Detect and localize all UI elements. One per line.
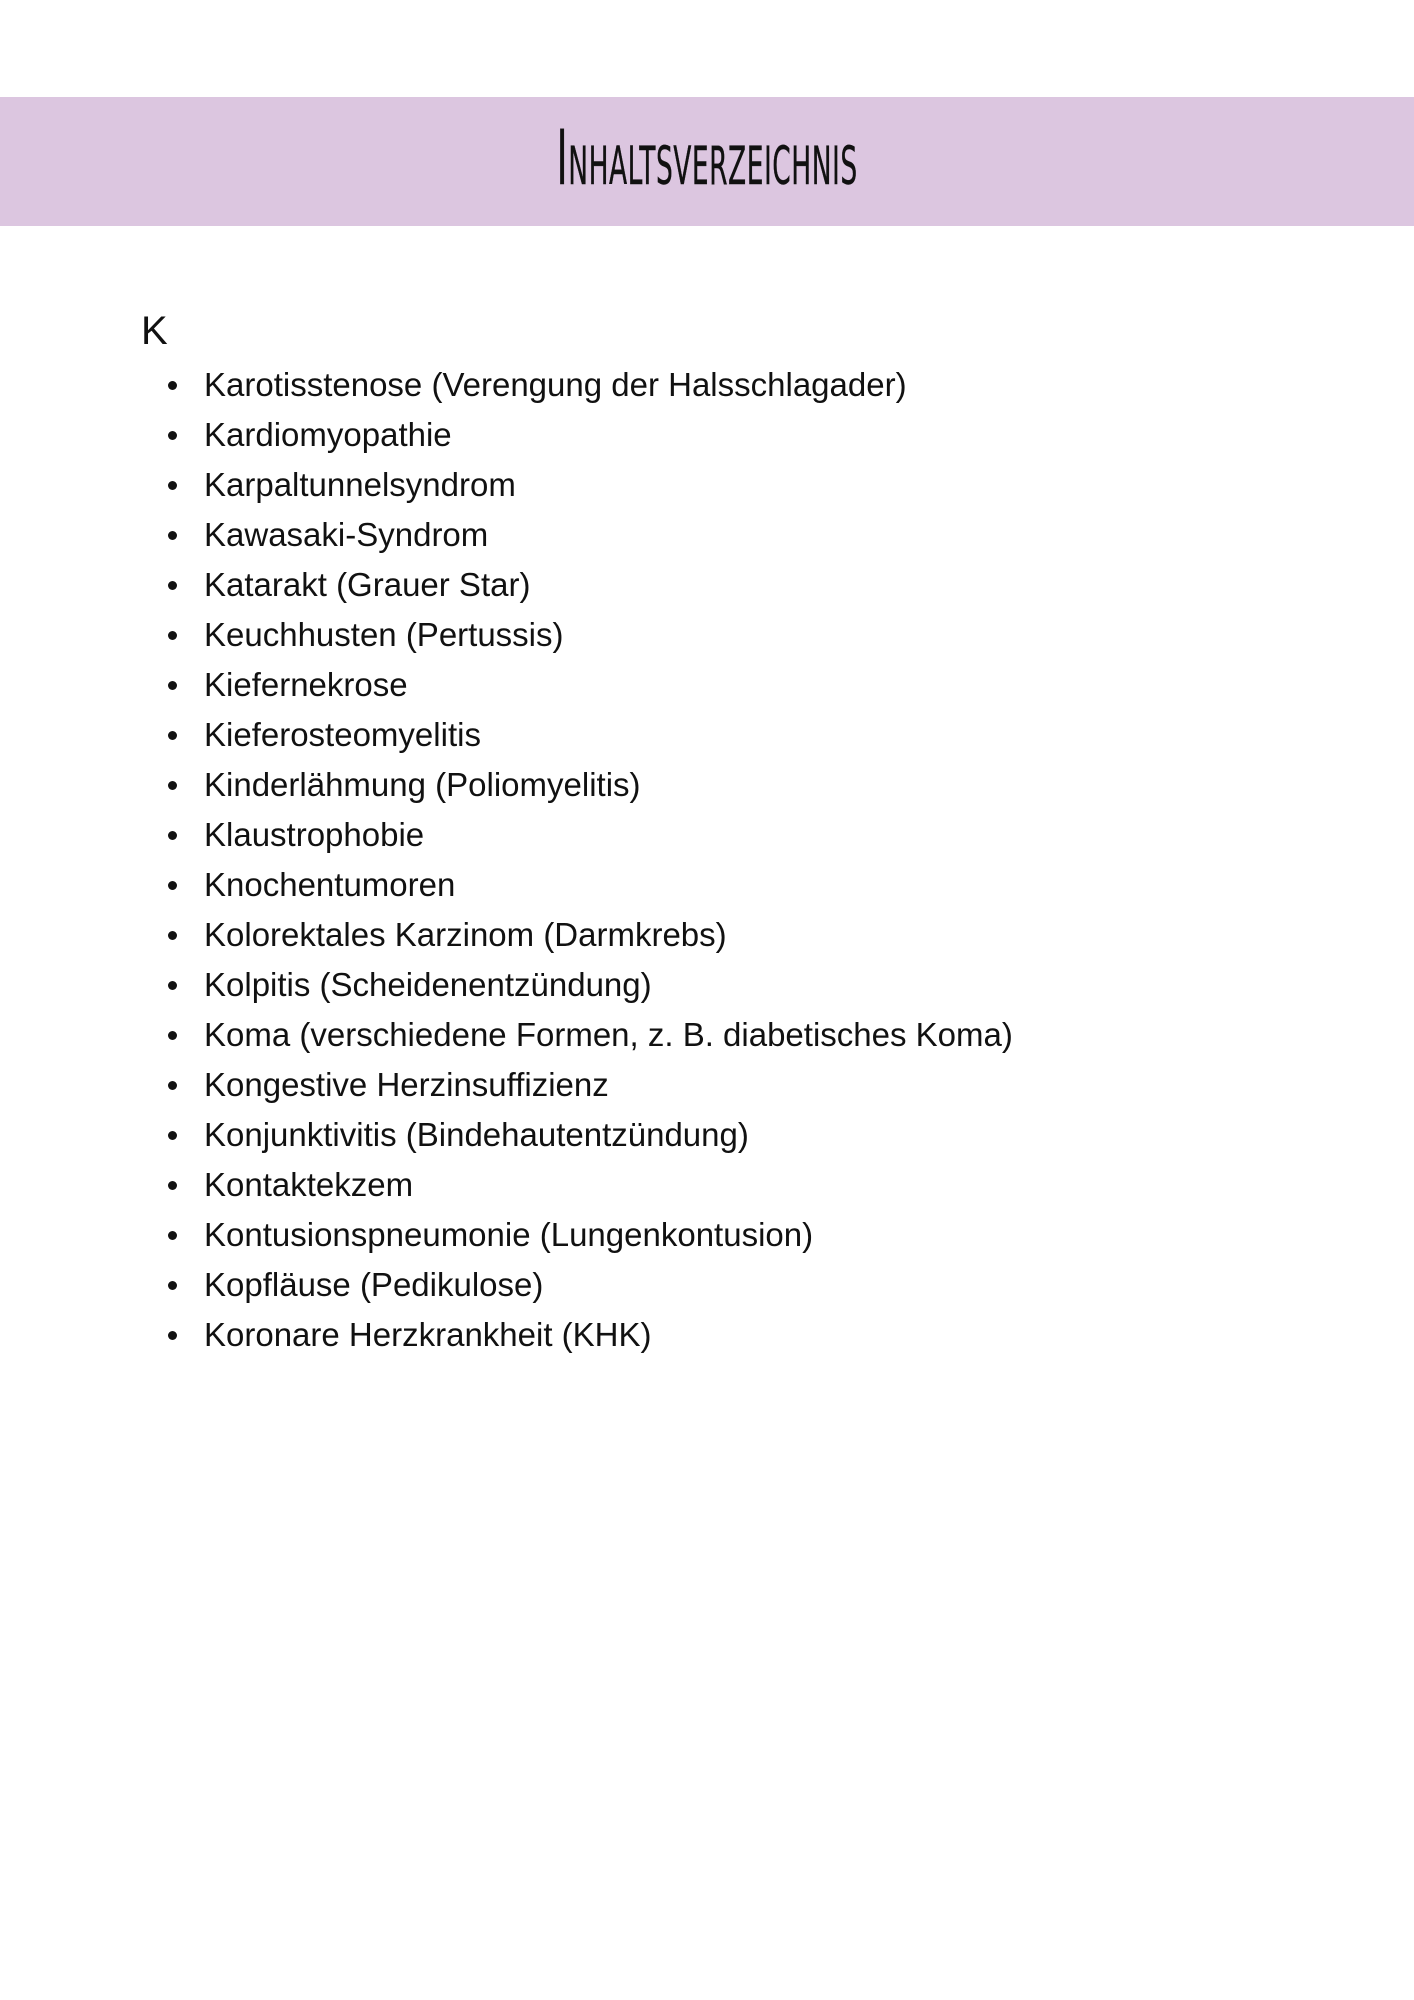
toc-item[interactable] xyxy=(0,560,1013,610)
page-title-text: Inhaltsverzeichnis xyxy=(556,113,858,202)
bullet-icon xyxy=(168,1081,177,1090)
toc-item-label: Koma (verschiedene Formen, z. B. diabetisches Koma) xyxy=(204,1016,1013,1053)
toc-item[interactable] xyxy=(0,810,1013,860)
bullet-icon xyxy=(168,531,177,540)
bullet-icon xyxy=(168,1131,177,1140)
bullet-icon xyxy=(168,981,177,990)
bullet-icon xyxy=(168,931,177,940)
toc-item[interactable] xyxy=(0,510,1013,560)
bullet-icon xyxy=(168,781,177,790)
toc-item-label: Konjunktivitis (Bindehautentzündung) xyxy=(204,1116,749,1153)
toc-item[interactable] xyxy=(0,610,1013,660)
toc-item-label: Kawasaki-Syndrom xyxy=(204,516,489,553)
toc-item[interactable] xyxy=(0,1110,1013,1160)
bullet-icon xyxy=(168,631,177,640)
section-letter-heading: K xyxy=(141,309,168,353)
toc-item-label: Kolpitis (Scheidenentzündung) xyxy=(204,966,652,1003)
toc-item-label: Knochentumoren xyxy=(204,866,456,903)
bullet-icon xyxy=(168,681,177,690)
toc-item[interactable] xyxy=(0,1160,1013,1210)
bullet-icon xyxy=(168,1181,177,1190)
toc-item-label: Kardiomyopathie xyxy=(204,416,452,453)
toc-item[interactable] xyxy=(0,460,1013,510)
toc-item[interactable] xyxy=(0,860,1013,910)
toc-item-label: Kinderlähmung (Poliomyelitis) xyxy=(204,766,641,803)
bullet-icon xyxy=(168,581,177,590)
bullet-icon xyxy=(168,481,177,490)
bullet-icon xyxy=(168,881,177,890)
toc-item-label: Kopfläuse (Pedikulose) xyxy=(204,1266,544,1303)
bullet-icon xyxy=(168,731,177,740)
bullet-icon xyxy=(168,1281,177,1290)
bullet-icon xyxy=(168,831,177,840)
bullet-icon xyxy=(168,1231,177,1240)
toc-item-label: Katarakt (Grauer Star) xyxy=(204,566,531,603)
bullet-icon xyxy=(168,1331,177,1340)
toc-item[interactable] xyxy=(0,960,1013,1010)
toc-item-label: Kontaktekzem xyxy=(204,1166,414,1203)
toc-item[interactable] xyxy=(0,1210,1013,1260)
toc-item[interactable] xyxy=(0,910,1013,960)
toc-item-label: Kongestive Herzinsuffizienz xyxy=(204,1066,609,1103)
toc-item-label: Klaustrophobie xyxy=(204,816,425,853)
toc-item-label: Kieferosteomyelitis xyxy=(204,716,481,753)
toc-item-label: Keuchhusten (Pertussis) xyxy=(204,616,564,653)
toc-item[interactable] xyxy=(0,1260,1013,1310)
toc-item-label: Kiefernekrose xyxy=(204,666,408,703)
toc-item[interactable] xyxy=(0,710,1013,760)
page-title xyxy=(0,113,1414,202)
toc-item[interactable] xyxy=(0,1310,1013,1360)
toc-item-label: Karpaltunnelsyndrom xyxy=(204,466,516,503)
toc-list xyxy=(0,360,1013,1360)
bullet-icon xyxy=(168,1031,177,1040)
toc-item[interactable] xyxy=(0,1060,1013,1110)
bullet-icon xyxy=(168,431,177,440)
toc-item[interactable] xyxy=(0,410,1013,460)
toc-item-label: Karotisstenose (Verengung der Halsschlagader) xyxy=(204,366,907,403)
toc-item-label: Koronare Herzkrankheit (KHK) xyxy=(204,1316,652,1353)
toc-item[interactable] xyxy=(0,1010,1013,1060)
bullet-icon xyxy=(168,381,177,390)
toc-item-label: Kolorektales Karzinom (Darmkrebs) xyxy=(204,916,727,953)
toc-item[interactable] xyxy=(0,660,1013,710)
toc-item-label: Kontusionspneumonie (Lungenkontusion) xyxy=(204,1216,814,1253)
toc-item[interactable] xyxy=(0,760,1013,810)
toc-item[interactable] xyxy=(0,360,1013,410)
